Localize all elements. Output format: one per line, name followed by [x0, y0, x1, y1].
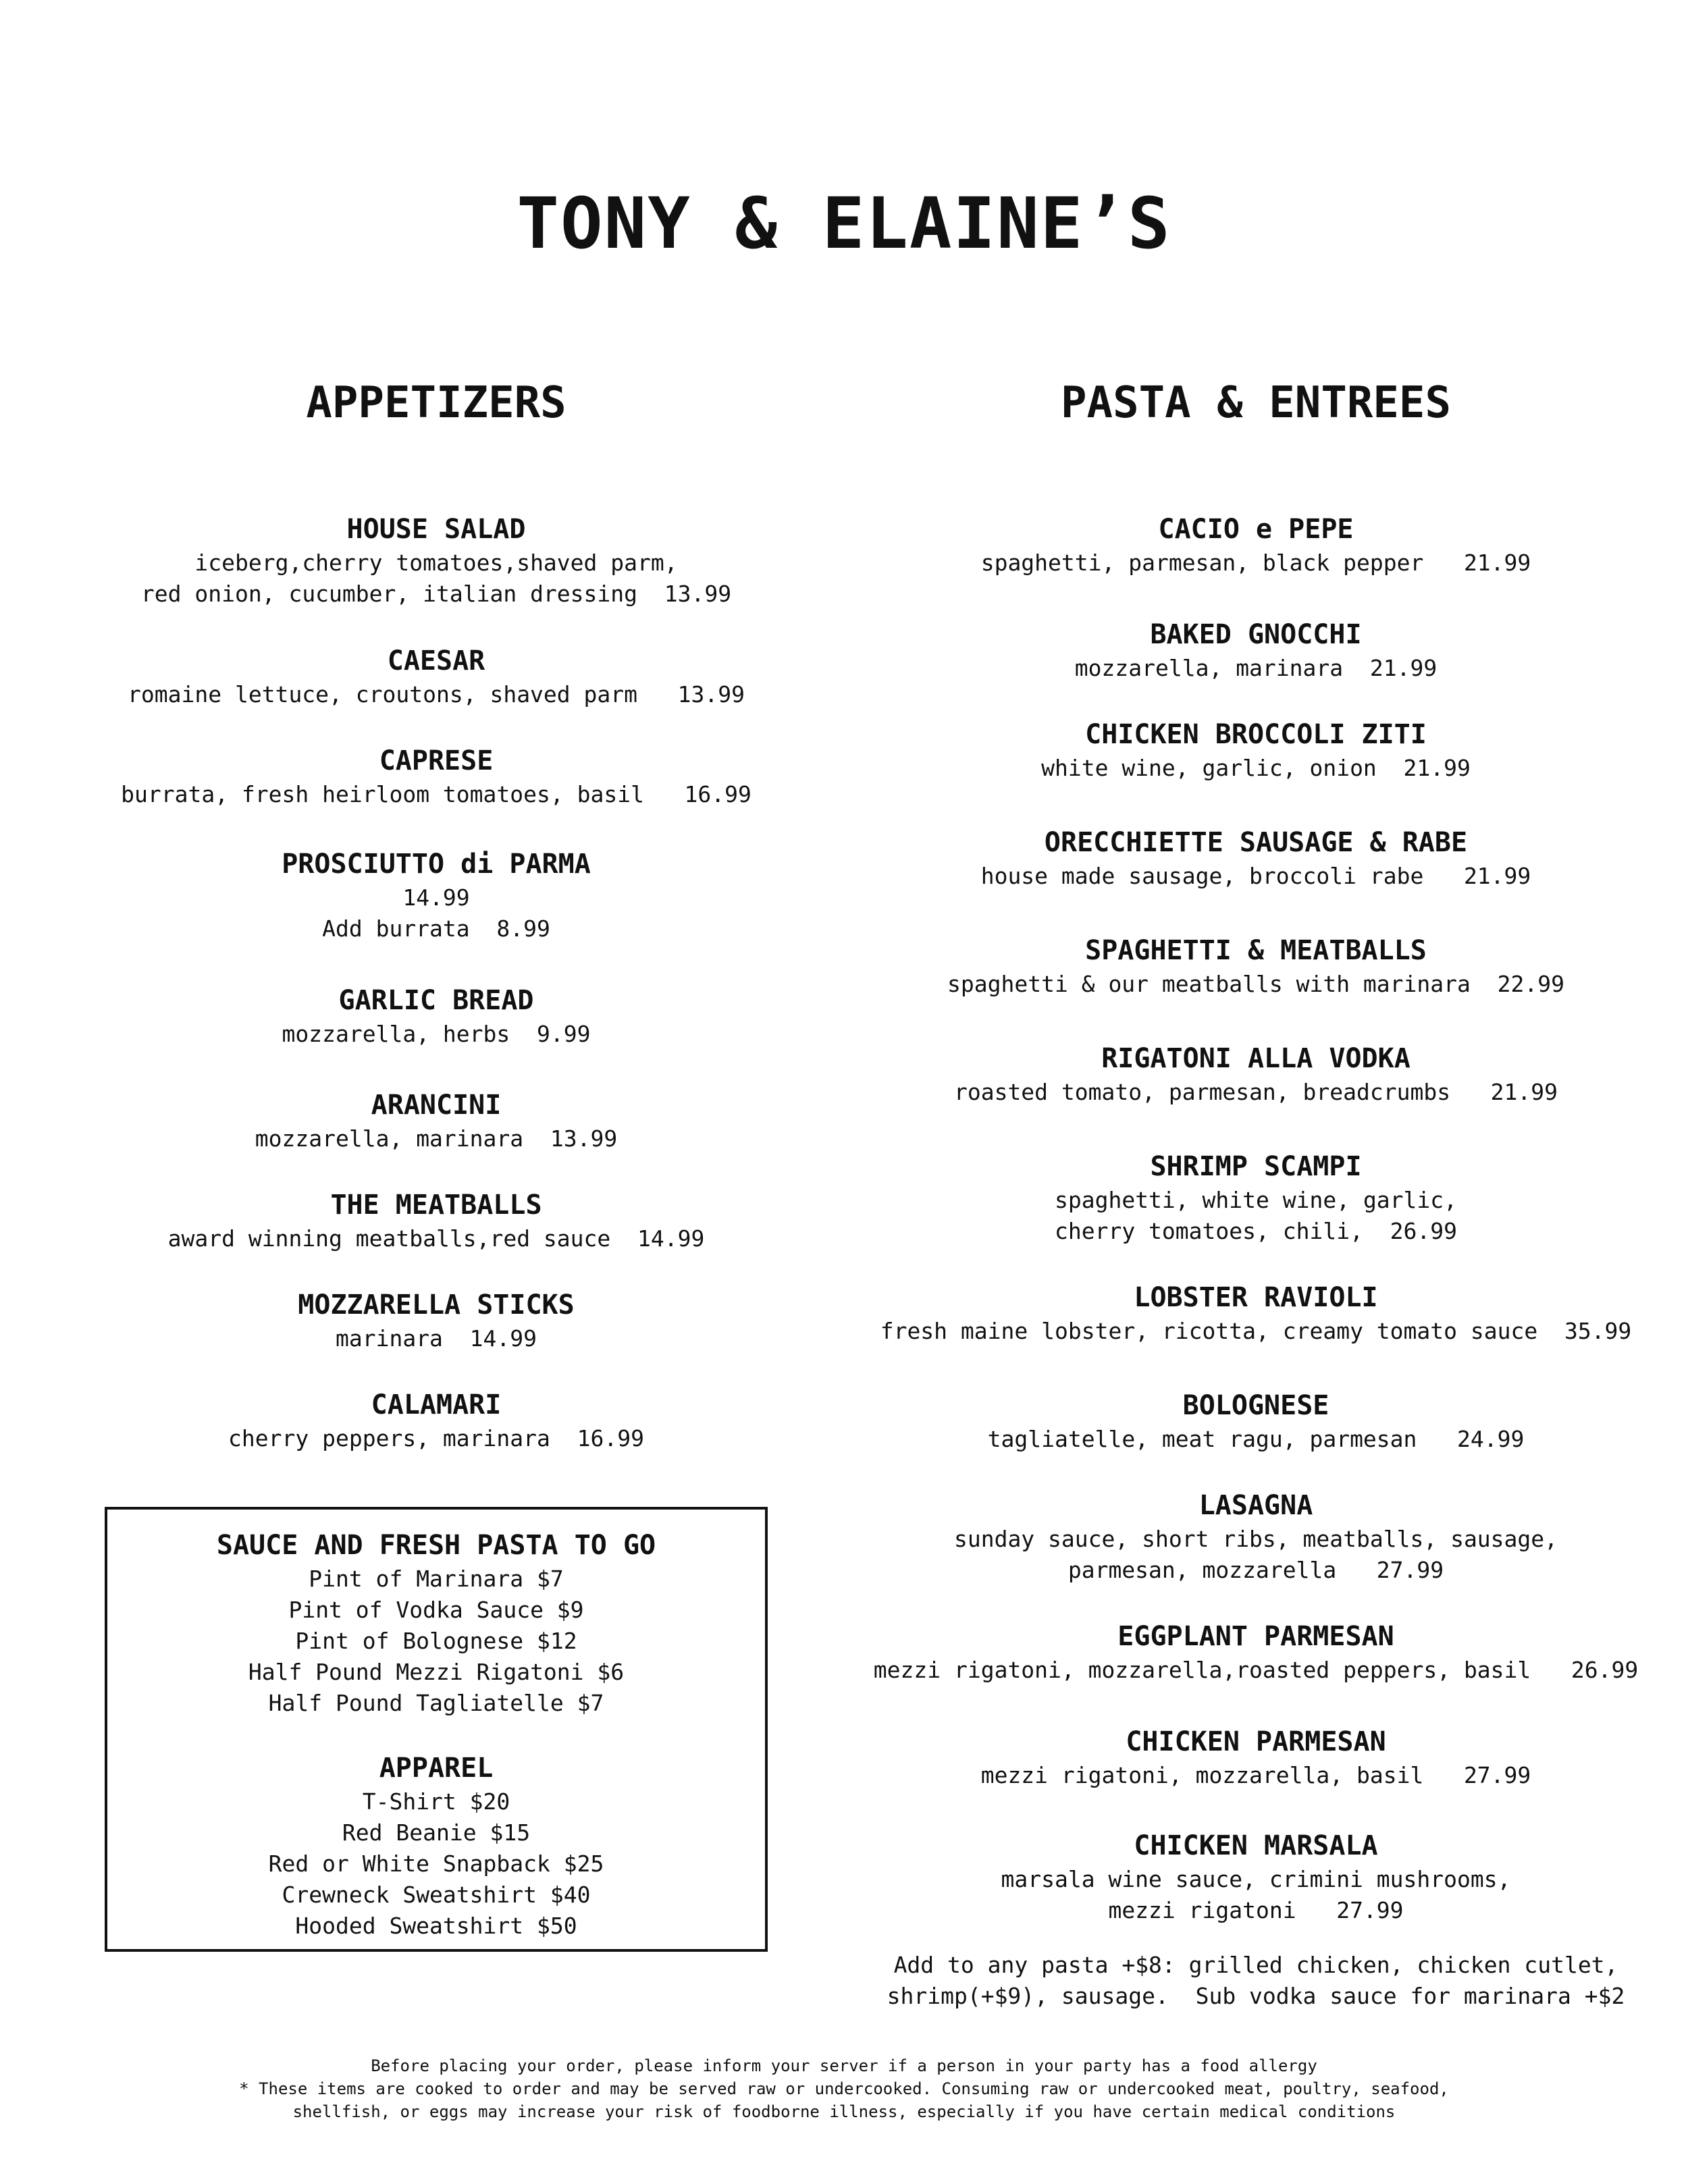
- menu-item: [851, 511, 1661, 579]
- item-description: tagliatelle, meat ragu, parmesan 24.99: [987, 1426, 1525, 1452]
- item-name: PROSCIUTTO di PARMA: [282, 849, 591, 880]
- footer-line: shellfish, or eggs may increase your risk of foodborne illness, especially if you have certain medical conditions: [292, 2102, 1396, 2121]
- menu-item: [105, 511, 768, 610]
- menu-item: [105, 1187, 768, 1254]
- addons-line: shrimp(+$9), sausage. Sub vodka sauce for marinara +$2: [887, 1983, 1625, 2009]
- item-name: CALAMARI: [371, 1389, 502, 1420]
- item-name: GARLIC BREAD: [338, 985, 534, 1016]
- apparel-section: [107, 1750, 765, 1942]
- item-description: spaghetti, parmesan, black pepper 21.99: [980, 550, 1531, 576]
- item-name: LOBSTER RAVIOLI: [1134, 1282, 1378, 1313]
- to-go-heading: SAUCE AND FRESH PASTA TO GO: [216, 1530, 656, 1561]
- item-description: mozzarella, herbs 9.99: [282, 1021, 591, 1047]
- item-name: THE MEATBALLS: [330, 1190, 542, 1221]
- item-name: RIGATONI ALLA VODKA: [1101, 1043, 1410, 1074]
- item-description: sunday sauce, short ribs, meatballs, sausage,: [953, 1526, 1558, 1552]
- restaurant-title: TONY & ELAINE’S: [517, 182, 1171, 265]
- pasta-addons-note: [851, 1950, 1661, 2012]
- allergy-disclaimer: [0, 2054, 1688, 2123]
- apparel-line: T-Shirt $20: [362, 1788, 510, 1815]
- entrees-heading: PASTA & ENTREES: [1061, 378, 1451, 428]
- item-description: mozzarella, marinara 13.99: [255, 1125, 618, 1152]
- menu-item: [851, 716, 1661, 784]
- item-name: CHICKEN MARSALA: [1134, 1830, 1378, 1861]
- item-description: mezzi rigatoni 27.99: [1108, 1897, 1404, 1923]
- item-name: CHICKEN BROCCOLI ZITI: [1085, 719, 1427, 750]
- to-go-line: Pint of Vodka Sauce $9: [288, 1597, 584, 1623]
- to-go-line: Pint of Bolognese $12: [295, 1628, 577, 1654]
- item-description: 14.99: [402, 884, 470, 911]
- to-go-line: Half Pound Mezzi Rigatoni $6: [248, 1659, 625, 1685]
- menu-item: [851, 616, 1661, 684]
- item-description: fresh maine lobster, ricotta, creamy tomato sauce 35.99: [880, 1318, 1632, 1344]
- item-description: iceberg,cherry tomatoes,shaved parm,: [194, 550, 678, 576]
- menu-item: [851, 1724, 1661, 1791]
- item-description: award winning meatballs,red sauce 14.99: [167, 1225, 705, 1252]
- menu-item: [851, 1487, 1661, 1586]
- to-go-box: [105, 1507, 768, 1952]
- item-description: romaine lettuce, croutons, shaved parm 13.99: [128, 681, 745, 708]
- menu-item: [105, 1287, 768, 1354]
- item-name: EGGPLANT PARMESAN: [1117, 1621, 1394, 1652]
- item-name: CAESAR: [387, 645, 485, 676]
- item-description: Add burrata 8.99: [322, 915, 550, 942]
- apparel-heading: APPAREL: [379, 1753, 494, 1784]
- item-name: MOZZARELLA STICKS: [298, 1289, 575, 1321]
- apparel-line: Red or White Snapback $25: [268, 1850, 604, 1877]
- item-description: house made sausage, broccoli rabe 21.99: [980, 863, 1531, 889]
- item-description: cherry tomatoes, chili, 26.99: [1054, 1218, 1458, 1244]
- menu-item: [851, 1618, 1661, 1686]
- menu-item: [105, 1387, 768, 1454]
- apparel-line: Crewneck Sweatshirt $40: [282, 1882, 591, 1908]
- item-description: spaghetti, white wine, garlic,: [1054, 1187, 1458, 1213]
- menu-item: [851, 1387, 1661, 1455]
- item-description: spaghetti & our meatballs with marinara 22.99: [947, 971, 1564, 997]
- footer-line: Before placing your order, please inform your server if a person in your party has a food allergy: [371, 2056, 1317, 2075]
- menu-item: [851, 1148, 1661, 1247]
- item-description: burrata, fresh heirloom tomatoes, basil 16.99: [121, 781, 751, 807]
- item-description: roasted tomato, parmesan, breadcrumbs 21.99: [953, 1079, 1558, 1105]
- menu-item: [105, 643, 768, 710]
- addons-line: Add to any pasta +$8: grilled chicken, chicken cutlet,: [893, 1952, 1618, 1978]
- menu-item: [851, 1828, 1661, 1926]
- menu-item: [851, 1040, 1661, 1108]
- item-description: parmesan, mozzarella 27.99: [1067, 1557, 1444, 1583]
- footer-line: * These items are cooked to order and may be served raw or undercooked. Consuming raw or undercooked meat, poultry, seafood,: [239, 2079, 1449, 2098]
- item-name: SHRIMP SCAMPI: [1150, 1151, 1362, 1182]
- item-name: LASAGNA: [1198, 1490, 1313, 1521]
- menu-item: [105, 982, 768, 1050]
- item-name: SPAGHETTI & MEATBALLS: [1085, 935, 1427, 966]
- to-go-line: Half Pound Tagliatelle $7: [268, 1690, 604, 1716]
- to-go-section: [107, 1527, 765, 1719]
- menu-item: [105, 743, 768, 810]
- item-name: CAPRESE: [379, 745, 494, 776]
- item-name: HOUSE SALAD: [346, 514, 526, 545]
- item-description: marinara 14.99: [335, 1325, 537, 1352]
- menu-item: [851, 932, 1661, 1000]
- menu-item: [851, 1279, 1661, 1347]
- item-name: ARANCINI: [371, 1090, 502, 1121]
- item-description: red onion, cucumber, italian dressing 13.99: [140, 581, 732, 607]
- item-name: CACIO e PEPE: [1158, 514, 1354, 545]
- menu-item: [851, 824, 1661, 892]
- apparel-line: Red Beanie $15: [342, 1819, 531, 1846]
- item-name: BAKED GNOCCHI: [1150, 619, 1362, 650]
- item-name: CHICKEN PARMESAN: [1126, 1726, 1386, 1757]
- item-description: white wine, garlic, onion 21.99: [1041, 755, 1471, 781]
- appetizers-heading: APPETIZERS: [306, 378, 566, 428]
- menu-item: [105, 846, 768, 944]
- apparel-line: Hooded Sweatshirt $50: [295, 1913, 577, 1939]
- item-description: marsala wine sauce, crimini mushrooms,: [1001, 1866, 1511, 1892]
- item-description: mozzarella, marinara 21.99: [1074, 655, 1438, 681]
- item-description: mezzi rigatoni, mozzarella, basil 27.99: [980, 1762, 1531, 1788]
- item-description: mezzi rigatoni, mozzarella,roasted peppers, basil 26.99: [873, 1657, 1639, 1683]
- to-go-line: Pint of Marinara $7: [309, 1566, 564, 1592]
- item-description: cherry peppers, marinara 16.99: [228, 1425, 644, 1451]
- item-name: ORECCHIETTE SAUSAGE & RABE: [1044, 827, 1468, 858]
- menu-item: [105, 1087, 768, 1154]
- item-name: BOLOGNESE: [1182, 1390, 1329, 1421]
